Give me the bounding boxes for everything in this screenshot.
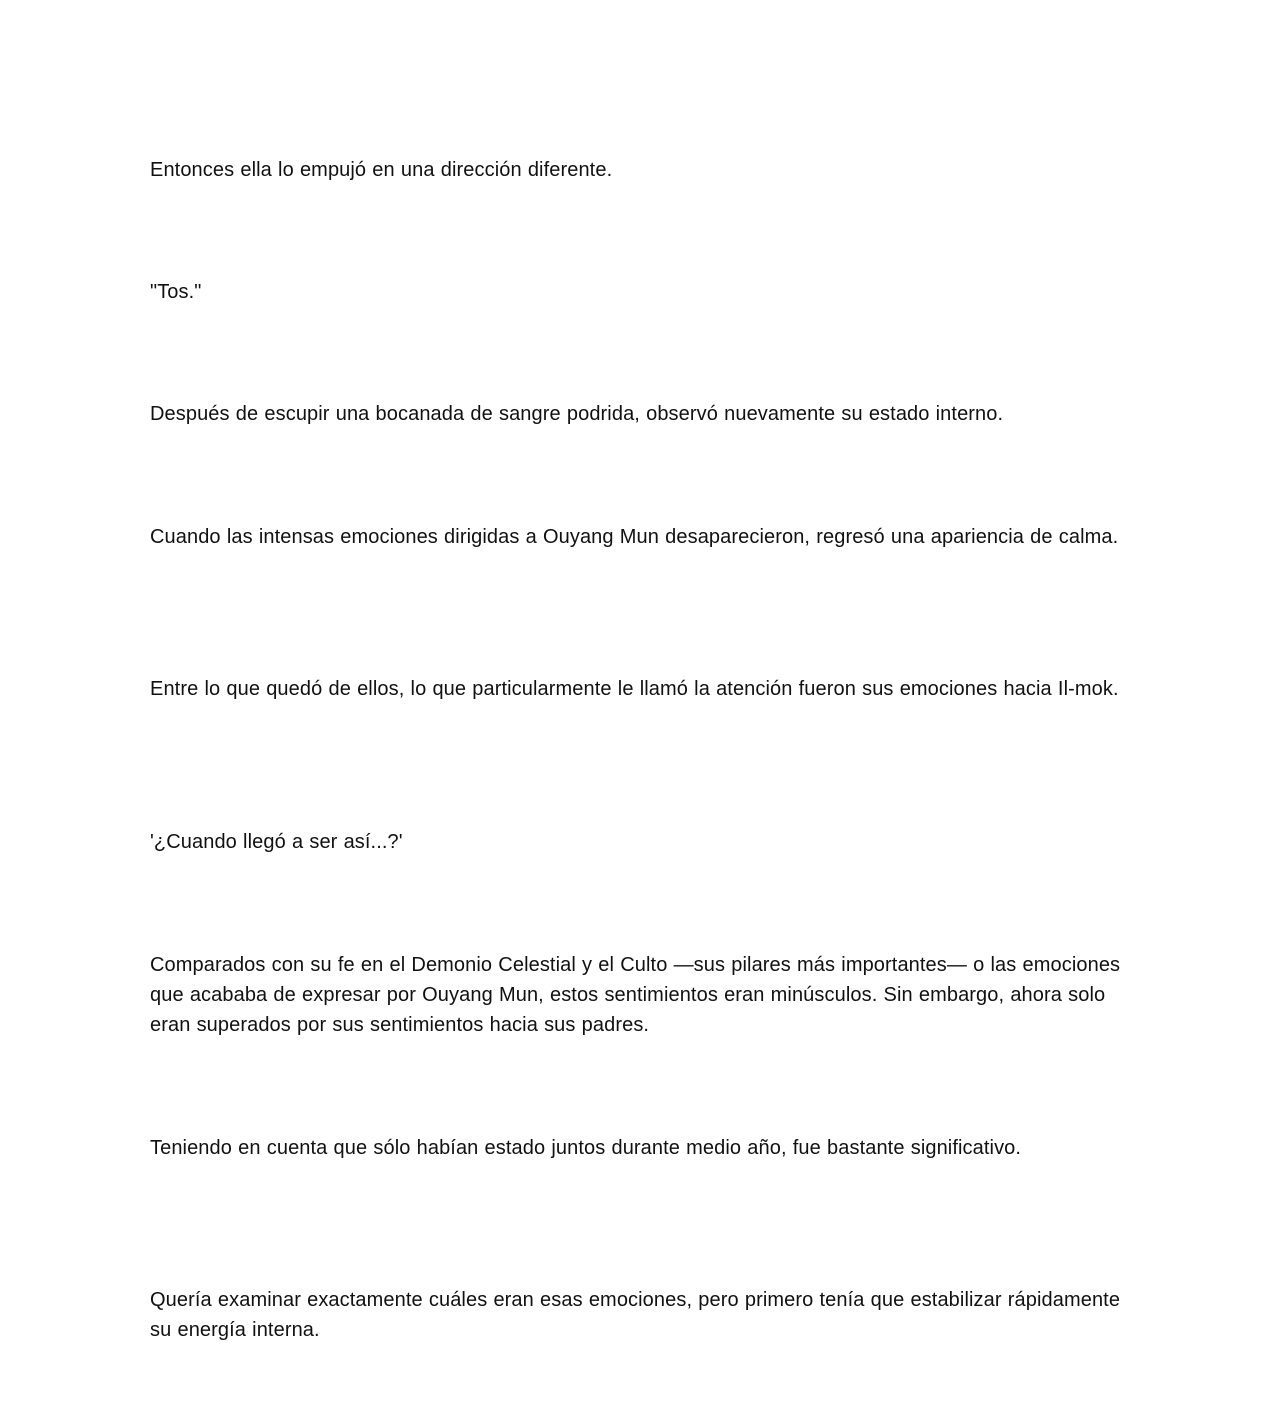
paragraph-5: Entre lo que quedó de ellos, lo que particularmente le llamó la atención fueron sus emociones hacia Il-mok. bbox=[150, 678, 1119, 700]
paragraph-8: Teniendo en cuenta que sólo habían estado juntos durante medio año, fue bastante significativo. bbox=[150, 1137, 1022, 1159]
paragraph-9: Quería examinar exactamente cuáles eran esas emociones, pero primero tenía que estabilizar rápidamente su energía interna. bbox=[150, 1289, 1121, 1341]
paragraph-6: '¿Cuando llegó a ser así...?' bbox=[150, 831, 403, 853]
paragraph-4: Cuando las intensas emociones dirigidas a Ouyang Mun desaparecieron, regresó una apariencia de calma. bbox=[150, 526, 1119, 548]
paragraph-2: "Tos." bbox=[150, 281, 202, 303]
paragraph-1: Entonces ella lo empujó en una dirección diferente. bbox=[150, 159, 613, 181]
paragraph-3: Después de escupir una bocanada de sangre podrida, observó nuevamente su estado interno. bbox=[150, 403, 1004, 425]
paragraph-7: Comparados con su fe en el Demonio Celestial y el Culto —sus pilares más importantes— o las emociones que acababa de expresar por Ouyang Mun, estos sentimientos eran minúsculos. Sin embargo, ahora solo eran superados por sus sentimientos hacia sus padres. bbox=[150, 954, 1121, 1036]
